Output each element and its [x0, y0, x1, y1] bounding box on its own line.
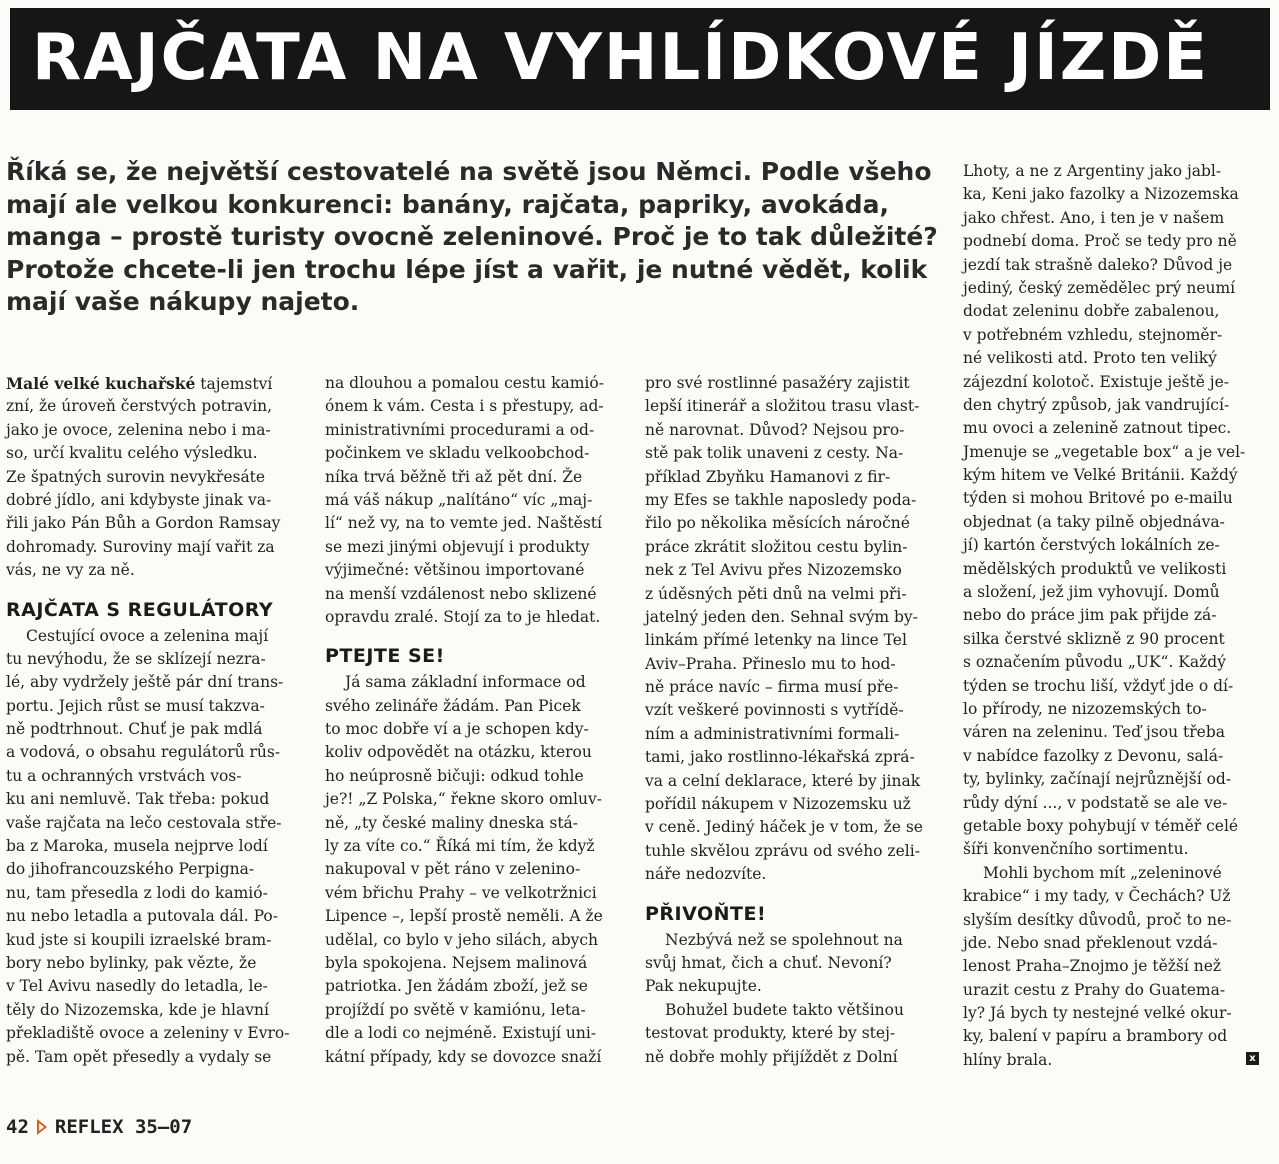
col3-block-c	[645, 999, 941, 1069]
text-line: jatelný jeden den. Sehnal svým by-	[645, 607, 918, 626]
text-line: Mohli bychom mít „zeleninové	[983, 863, 1222, 882]
text-line: hlíny brala.	[963, 1050, 1053, 1069]
text-line: ly? Já bych ty nestejné velké okur-	[963, 1004, 1232, 1023]
text-line: výjimečné: většinou importované	[325, 561, 585, 580]
text-line: dobré jídlo, ani kdybyste jinak va-	[6, 490, 272, 509]
text-line: týden si mohou Britové po e-mailu	[963, 489, 1233, 508]
text-line: pořídil nákupem v Nizozemsku už	[645, 795, 911, 814]
text-line: kým hitem ve Velké Británii. Každý	[963, 466, 1238, 485]
text-line: vém břichu Prahy – ve velkotržnici	[325, 883, 597, 902]
text-line: va a celní deklarace, které by jinak	[645, 771, 921, 790]
text-line: Lipence –, lepší prostě neměli. A že	[325, 907, 603, 926]
page-footer	[6, 1116, 192, 1138]
text-line: stě pak tolik unaveni z cesty. Na-	[645, 444, 904, 463]
col1-block-b	[6, 625, 302, 1069]
text-line: objednat (a taky pilně objednáva-	[963, 512, 1225, 531]
text-line: Pak nekupujte.	[645, 977, 762, 996]
text-line: lí“ než vy, na to vemte jed. Naštěstí	[325, 514, 602, 533]
text-line: mu ovoci a zelenině zatnout tipec.	[963, 419, 1232, 438]
text-line: řili jako Pán Bůh a Gordon Ramsay	[6, 514, 281, 533]
text-line: v potřebném vzhledu, stejnoměr-	[963, 325, 1223, 344]
text-line: udělal, co bylo v jeho silách, abych	[325, 930, 599, 949]
text-line: má váš nákup „nalítáno“ víc „maj-	[325, 490, 593, 509]
text-line: Já sama základní informace od	[345, 673, 586, 692]
text-line: Ze špatných surovin nevykřesáte	[6, 467, 266, 486]
text-line: tu a ochranných vrstvách vos-	[6, 766, 242, 785]
text-line: ně dobře mohly přijíždět z Dolní	[645, 1047, 898, 1066]
text-line: lé, aby vydržely ještě pár dní trans-	[6, 673, 284, 692]
text-line: Bohužel budete takto většinou	[665, 1000, 904, 1019]
end-of-article-icon: x	[1246, 1052, 1259, 1065]
text-line: s označením původu „UK“. Každý	[963, 653, 1226, 672]
text-line: a složení, jež jim vyhovují. Domů	[963, 583, 1220, 602]
section-heading-privonte: PŘIVOŇTE!	[645, 902, 767, 925]
text-line: so, určí kvalitu celého výsledku.	[6, 444, 258, 463]
text-line: ně práce navíc – firma musí pře-	[645, 678, 899, 697]
section-heading-ptejte: PTEJTE SE!	[325, 645, 445, 668]
text-line: jezdí tak strašně daleko? Důvod je	[963, 255, 1233, 274]
text-line: to moc dobře ví a je schopen kdy-	[325, 720, 589, 739]
title-banner	[10, 8, 1270, 110]
col1-block-a	[6, 395, 302, 582]
text-line: na dlouhou a pomalou cestu kamió-	[325, 374, 604, 392]
text-line: tuhle skvělou zprávu od svého zeli-	[645, 841, 920, 860]
text-line: růdy dýní ..., v podstatě se ale ve-	[963, 793, 1228, 812]
text-line: těly do Nizozemska, kde je hlavní	[6, 1000, 269, 1019]
column-1	[6, 372, 302, 1069]
text-line: se mezi jinými objevují i produkty	[325, 537, 590, 556]
text-line: nek z Tel Avivu přes Nizozemsko	[645, 561, 902, 580]
column-2	[325, 372, 621, 1069]
text-line: v nabídce fazolky z Devonu, salá-	[963, 746, 1224, 765]
text-line: jako je ovoce, zelenina nebo i ma-	[6, 420, 271, 439]
text-line: zájezdní kolotoč. Existuje ještě je-	[963, 372, 1230, 391]
text-line: urazit cestu z Prahy do Guatema-	[963, 980, 1226, 999]
text-line: Cestující ovoce a zelenina mají	[26, 626, 269, 645]
column-3	[645, 372, 941, 1069]
col4-block-a	[963, 160, 1259, 862]
text-line: ky, balení v papíru a brambory od	[963, 1027, 1228, 1046]
text-line: lenost Praha–Znojmo je těžší než	[963, 957, 1222, 976]
text-line: vás, ne vy za ně.	[6, 561, 135, 580]
text-line: Jmenuje se „vegetable box“ a je vel-	[963, 442, 1246, 461]
text-line: váren na zeleninu. Teď jsou třeba	[963, 723, 1226, 742]
col2-block-a	[325, 372, 621, 629]
text-line: byla spokojena. Nejsem malinová	[325, 953, 588, 972]
text-line: koliv odpovědět na otázku, kterou	[325, 743, 592, 762]
text-line: v Tel Avivu nasedly do letadla, le-	[6, 977, 268, 996]
text-line: dohromady. Suroviny mají vařit za	[6, 537, 275, 556]
text-line: jako chřest. Ano, i ten je v našem	[963, 208, 1225, 227]
text-line: vaše rajčata na lečo cestovala stře-	[6, 813, 282, 832]
text-line: náře nedozvíte.	[645, 865, 767, 884]
text-line: Nezbývá než se spolehnout na	[665, 930, 903, 949]
text-line: Lhoty, a ne z Argentiny jako jabl-	[963, 162, 1222, 180]
text-line: ním a administrativními formali-	[645, 724, 900, 743]
arrow-right-icon	[37, 1119, 47, 1135]
text-line: kud jste si koupili izraelské bram-	[6, 930, 272, 949]
text-line: patriotka. Jen žádám zboží, jež se	[325, 977, 588, 996]
text-line: ty, bylinky, začínají nejrůznější od-	[963, 770, 1232, 789]
text-line: vzít veškeré povinnosti s vytřídě-	[645, 701, 904, 720]
text-line: pě. Tam opět přesedly a vydaly se	[6, 1047, 272, 1066]
text-line: projíždí po světě v kamiónu, leta-	[325, 1000, 586, 1019]
text-line: pro své rostlinné pasažéry zajistit	[645, 374, 910, 392]
text-line: týden se trochu liší, vždyť jde o dí-	[963, 676, 1234, 695]
text-line: getable boxy pohybují v téměř celé	[963, 816, 1239, 835]
column-4	[963, 160, 1259, 1072]
text-line: ly za víte co.“ Říká mi tím, že když	[325, 837, 595, 856]
text-line: šíři konvenčního sortimentu.	[963, 840, 1189, 859]
text-line: den chytrý způsob, jak vandrující-	[963, 395, 1230, 414]
text-line: do jihofrancouzského Perpigna-	[6, 860, 255, 879]
text-line: nakupoval v pět ráno v zelenino-	[325, 860, 581, 879]
text-line: řilo po několika měsících náročné	[645, 514, 910, 533]
text-line: lepší itinerář a složitou trasu vlast-	[645, 397, 920, 416]
text-line: nu nebo letadla a putovala dál. Po-	[6, 907, 278, 926]
text-line: krabice“ i my tady, v Čechách? Už	[963, 887, 1231, 906]
article-title: RAJČATA NA VYHLÍDKOVÉ JÍZDĚ	[32, 21, 1209, 95]
text-line: ku ani nemluvě. Tak třeba: pokud	[6, 790, 270, 809]
text-line: svého zelináře žádám. Pan Picek	[325, 696, 581, 715]
magazine-issue: REFLEX 35–07	[54, 1116, 193, 1138]
text-line: překladiště ovoce a zeleniny v Evro-	[6, 1024, 290, 1043]
text-line: ónem k vám. Cesta i s přestupy, ad-	[325, 397, 604, 416]
text-line: ně podtrhnout. Chuť je pak mdlá	[6, 720, 263, 739]
text-line: níka trvá běžně tři až pět dní. Že	[325, 467, 583, 486]
col3-block-a	[645, 372, 941, 887]
text-line: opravdu zralé. Stojí za to je hledat.	[325, 607, 601, 626]
text-line: jde. Nebo snad překlenout vzdá-	[963, 933, 1218, 952]
text-line: v ceně. Jediný háček je v tom, že se	[645, 818, 923, 837]
text-line: na menší vzdálenost nebo sklizené	[325, 584, 597, 603]
col2-block-b	[325, 671, 621, 1069]
text-line: portu. Jejich růst se musí takzva-	[6, 696, 265, 715]
page-number: 42	[6, 1116, 29, 1138]
text-line: kátní případy, kdy se dovozce snaží	[325, 1047, 602, 1066]
text-line: svůj hmat, čich a chuť. Nevoní?	[645, 953, 892, 972]
text-line: tami, jako rostlinno-lékařská zprá-	[645, 748, 915, 767]
text-line: ně, „ty české maliny dneska stá-	[325, 813, 579, 832]
text-line: ministrativními procedurami a od-	[325, 420, 595, 439]
text-line: tu nevýhodu, že se sklízejí nezra-	[6, 649, 266, 668]
text-line-rest: tajemství	[195, 375, 273, 393]
lead-in: Malé velké kuchařské	[6, 374, 196, 393]
text-line: zní, že úroveň čerstvých potravin,	[6, 397, 273, 416]
text-line: ba z Maroka, musela nejprve lodí	[6, 837, 268, 856]
text-line: ně narovnat. Důvod? Nejsou pro-	[645, 420, 905, 439]
lead-paragraph: Říká se, že největší cestovatelé na světě jsou Němci. Podle všeho mají ale velkou konkurenci: banány, rajčata, papriky, avokáda, manga – prostě turisty ovocně zeleninové. Proč je to tak důležité? Protože chcete-li jen trochu lépe jíst a vařit, je nutné vědět, kolik mají vaše nákupy najeto.	[6, 157, 938, 316]
text-line: je?! „Z Polska,“ řekne skoro omluv-	[325, 790, 602, 809]
text-line: počinkem ve skladu velkoobchod-	[325, 444, 590, 463]
text-line: podnebí doma. Proč se tedy pro ně	[963, 232, 1237, 251]
text-line: příklad Zbyňku Hamanovi z fir-	[645, 467, 891, 486]
text-line: mědělských produktů ve velikosti	[963, 559, 1227, 578]
text-line: dodat zeleninu dobře zabalenou,	[963, 302, 1220, 321]
text-line: testovat produkty, které by stej-	[645, 1024, 896, 1043]
text-line: práce zkrátit složitou cestu bylin-	[645, 537, 908, 556]
text-line: nu, tam přesedla z lodi do kamió-	[6, 883, 268, 902]
text-line: Aviv–Praha. Přineslo mu to hod-	[645, 654, 896, 673]
text-line: z úděsných pěti dnů na velmi při-	[645, 584, 907, 603]
text-line: a vodová, o obsahu regulátorů růs-	[6, 743, 281, 762]
text-line: silka čerstvé sklizně z 90 procent	[963, 629, 1225, 648]
text-line: linkám přímé letenky na lince Tel	[645, 631, 907, 650]
text-line: nebo do práce jim pak přijde zá-	[963, 606, 1217, 625]
col3-block-b	[645, 929, 941, 999]
text-line: my Efes se takhle naposledy poda-	[645, 490, 917, 509]
col4-block-b	[963, 862, 1259, 1073]
text-line: jediný, český zemědělec prý neumí	[963, 278, 1236, 297]
text-line: slyším desítky důvodů, proč to ne-	[963, 910, 1232, 929]
text-line: dle a lodi co nejméně. Existují uni-	[325, 1024, 597, 1043]
text-line	[6, 372, 302, 395]
section-heading-rajcata: RAJČATA S REGULÁTORY	[6, 598, 274, 621]
text-line: né velikosti atd. Proto ten veliký	[963, 349, 1217, 368]
text-line: lo přírody, ne nizozemských to-	[963, 699, 1207, 718]
text-line: ka, Keni jako fazolky a Nizozemska	[963, 185, 1239, 204]
text-line: jí) kartón čerstvých lokálních ze-	[963, 536, 1220, 555]
text-line: bory nebo bylinky, pak vězte, že	[6, 953, 257, 972]
text-line: ho neúprosně bičuji: odkud tohle	[325, 766, 584, 785]
